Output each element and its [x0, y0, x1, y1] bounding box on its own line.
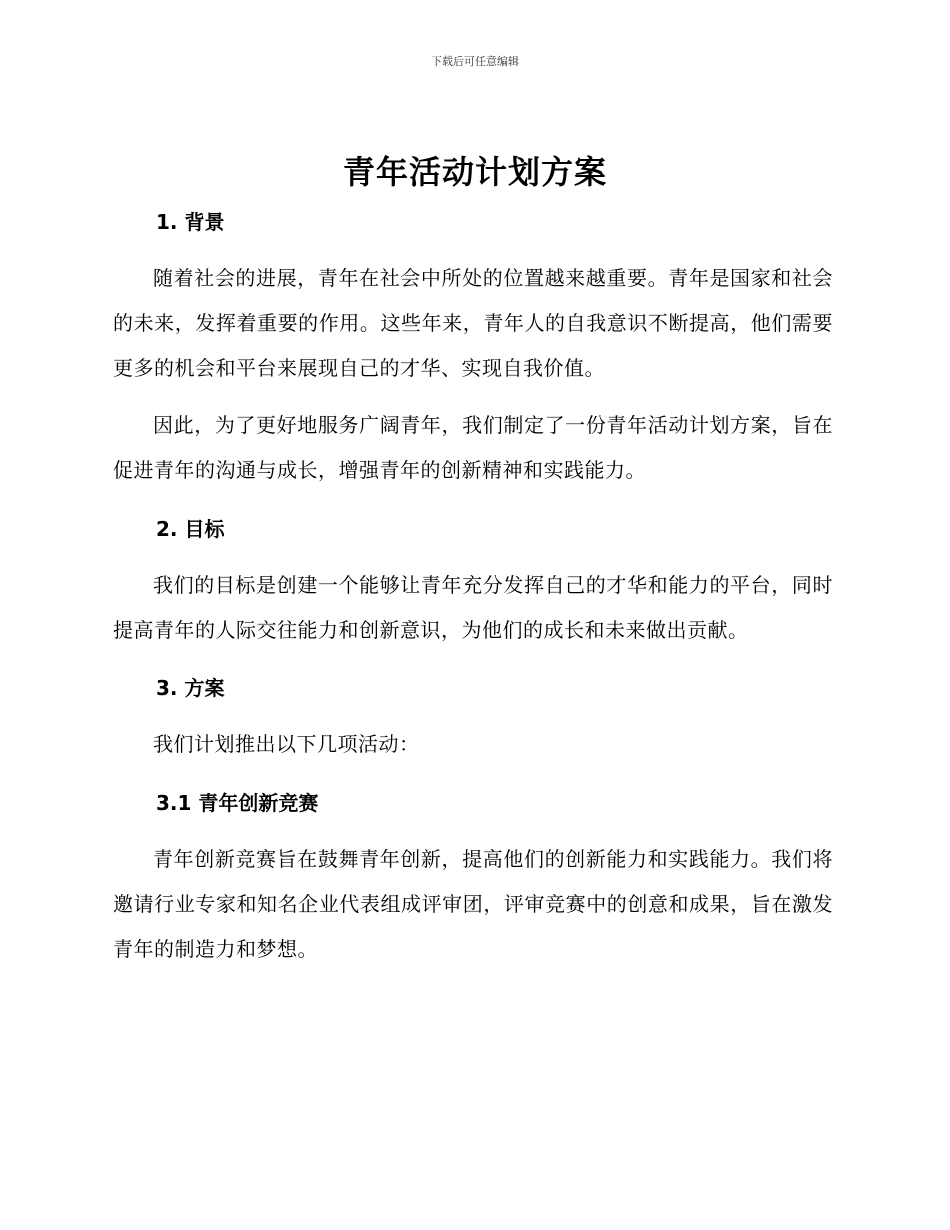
page-header: 下载后可任意编辑	[431, 55, 519, 68]
section-heading-goal: 2. 目标	[156, 517, 225, 541]
paragraph-plan-intro: 我们计划推出以下几项活动：	[153, 732, 420, 756]
paragraph-background-1: 随着社会的进展，青年在社会中所处的位置越来越重要。青年是国家和社会的未来，发挥着重要的作用。这些年来，青年人的自我意识不断提高，他们需要更多的机会和平台来展现自己的才华、实现自我价值。	[113, 266, 833, 380]
paragraph-background-2: 因此，为了更好地服务广阔青年，我们制定了一份青年活动计划方案，旨在促进青年的沟通与成长，增强青年的创新精神和实践能力。	[113, 413, 833, 482]
section-heading-background: 1. 背景	[156, 210, 225, 234]
paragraph-goal-1: 我们的目标是创建一个能够让青年充分发挥自己的才华和能力的平台，同时提高青年的人际交往能力和创新意识，为他们的成长和未来做出贡献。	[113, 573, 833, 642]
document-title: 青年活动计划方案	[342, 153, 607, 191]
section-heading-plan: 3. 方案	[156, 676, 225, 700]
subsection-heading-innovation-contest: 3.1 青年创新竞赛	[156, 791, 319, 815]
paragraph-innovation-contest: 青年创新竞赛旨在鼓舞青年创新，提高他们的创新能力和实践能力。我们将邀请行业专家和知名企业代表组成评审团，评审竞赛中的创意和成果，旨在激发青年的制造力和梦想。	[113, 847, 833, 961]
